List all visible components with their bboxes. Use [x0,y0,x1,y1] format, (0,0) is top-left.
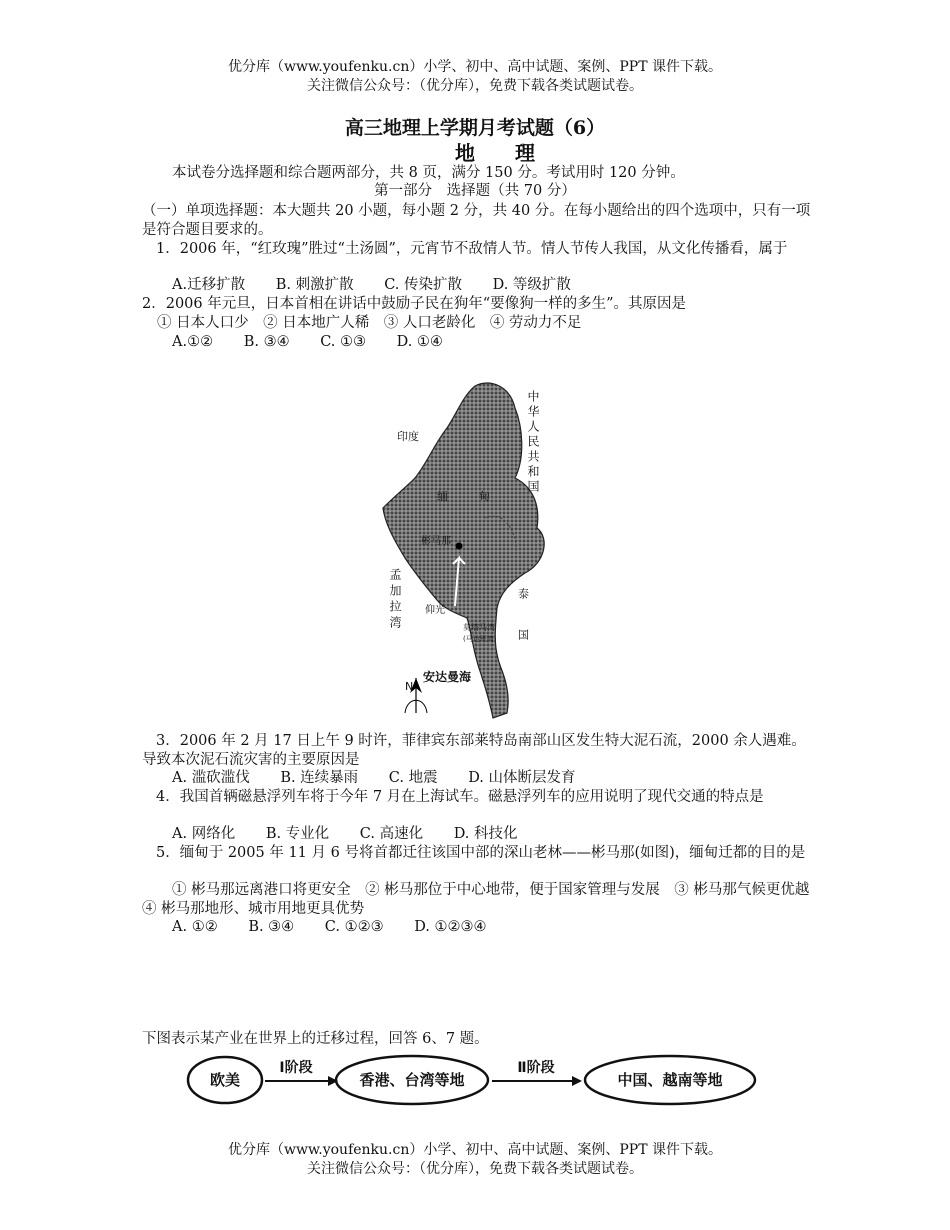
footer-line-1: 优分库（www.youfenku.cn）小学、初中、高中试题、案例、PPT 课件下载。 [227,1142,722,1158]
questions-6-7-intro: 下图表示某产业在世界上的迁移过程，回答 6、7 题。 [142,1031,489,1047]
q3-option-c: C. 地震 [388,770,438,786]
north-label: N [405,680,414,693]
industry-migration-diagram [180,1050,770,1112]
exam-intro: 本试卷分选择题和综合题两部分，共 8 页，满分 150 分。考试用时 120 分钟。 [172,165,685,181]
q4-option-c: C. 高速化 [359,826,424,842]
q2-option-a: A.①② [172,334,214,350]
q1-option-d: D. 等级扩散 [492,277,571,293]
q1-option-a: A.迁移扩散 [172,277,246,293]
martaban-alt-label: (马达班湾) [463,635,497,643]
q3-option-b: B. 连续暴雨 [280,770,359,786]
question-2-items: ① 日本人口少 ② 日本地广人稀 ③ 人口老龄化 ④ 劳动力不足 [157,315,582,331]
q4-option-b: B. 专业化 [265,826,330,842]
q1-option-c: C. 传染扩散 [384,277,462,293]
q1-option-b: B. 刺激扩散 [275,277,354,293]
header-line-1: 优分库（www.youfenku.cn）小学、初中、高中试题、案例、PPT 课件下载。 [227,59,722,75]
china-label: 中华人民共和国 [526,390,540,495]
page-title: 高三地理上学期月考试题（6） [344,117,606,139]
question-5-options [172,918,513,937]
question-4-stem: 4．我国首辆磁悬浮列车将于今年 7 月在上海试车。磁悬浮列车的应用说明了现代交通的特点是 [156,789,764,805]
question-3-options [172,769,602,788]
question-5-stem: 5．缅甸于 2005 年 11 月 6 号将首都迁往该国中部的深山老林——彬马那(如图)，缅甸迁都的目的是 [156,845,806,861]
footer-line-2: 关注微信公众号：（优分库），免费下载各类试题试卷。 [307,1161,643,1177]
q2-option-c: C. ①③ [320,334,366,350]
q4-option-d: D. 科技化 [453,826,518,842]
q2-option-d: D. ①④ [396,334,443,350]
flow-box-1-label: 欧美 [209,1071,241,1089]
question-1-options [172,276,597,295]
question-1-stem: 1．2006 年，“红玫瑰”胜过“土汤圆”，元宵节不敌情人节。情人节传人我国，从文化传播看，属于 [156,241,788,257]
section-one-instructions: （一）单项选择题：本大题共 20 小题，每小题 2 分，共 40 分。在每小题给出的四个选项中，只有一项是符合题目要求的。 [142,203,811,238]
myanmar-label-2: 甸 [479,490,490,503]
pyinmana-label: 彬马那 [421,536,451,547]
flow-arrow-2-label: Ⅱ阶段 [517,1060,555,1076]
q4-option-a: A. 网络化 [172,826,236,842]
myanmar-map [375,368,575,724]
q5-option-d: D. ①②③④ [414,919,487,935]
andaman-sea-label: 安达曼海 [423,670,472,684]
q3-option-a: A. 滥砍滥伐 [172,770,250,786]
flow-arrow-2-head [572,1076,582,1086]
question-4-options [172,825,544,844]
myanmar-label-1: 缅 [437,490,448,503]
header-line-2: 关注微信公众号：（优分库），免费下载各类试题试卷。 [307,78,643,94]
part-one-heading: 第一部分 选择题（共 70 分） [374,183,576,199]
question-2-options [172,333,469,352]
question-2-stem: 2．2006 年元旦，日本首相在讲话中鼓励子民在狗年“要像狗一样的多生”。其原因是 [142,296,687,312]
page-subtitle: 地理 [455,141,575,165]
flow-box-2-label: 香港、台湾等地 [359,1071,465,1089]
question-3-stem: 3．2006 年 2 月 17 日上午 9 时许，菲律宾东部莱特岛南部山区发生特大泥石流，2000 余人遇难。导致本次泥石流灾害的主要原因是 [142,733,806,768]
q3-option-d: D. 山体断层发育 [468,770,576,786]
bay-of-bengal-label: 孟加拉湾 [388,568,402,632]
q5-option-b: B. ③④ [248,919,295,935]
yangon-label: 仰光 [425,605,445,616]
flow-arrow-1-label: Ⅰ阶段 [279,1060,313,1076]
india-label: 印度 [397,430,419,443]
pyinmana-marker [456,543,463,550]
q2-option-b: B. ③④ [243,334,290,350]
q5-option-a: A. ①② [172,919,218,935]
thailand-label: 泰国 [516,588,530,670]
question-5-items: ① 彬马那远离港口将更安全 ② 彬马那位于中心地带，便于国家管理与发展 ③ 彬马那气候更优越 ④ 彬马那地形、城市用地更具优势 [142,882,824,917]
martaban-label: 莫塔马湾 [463,623,495,632]
flow-box-3-label: 中国、越南等地 [617,1071,723,1089]
q5-option-c: C. ①②③ [324,919,384,935]
